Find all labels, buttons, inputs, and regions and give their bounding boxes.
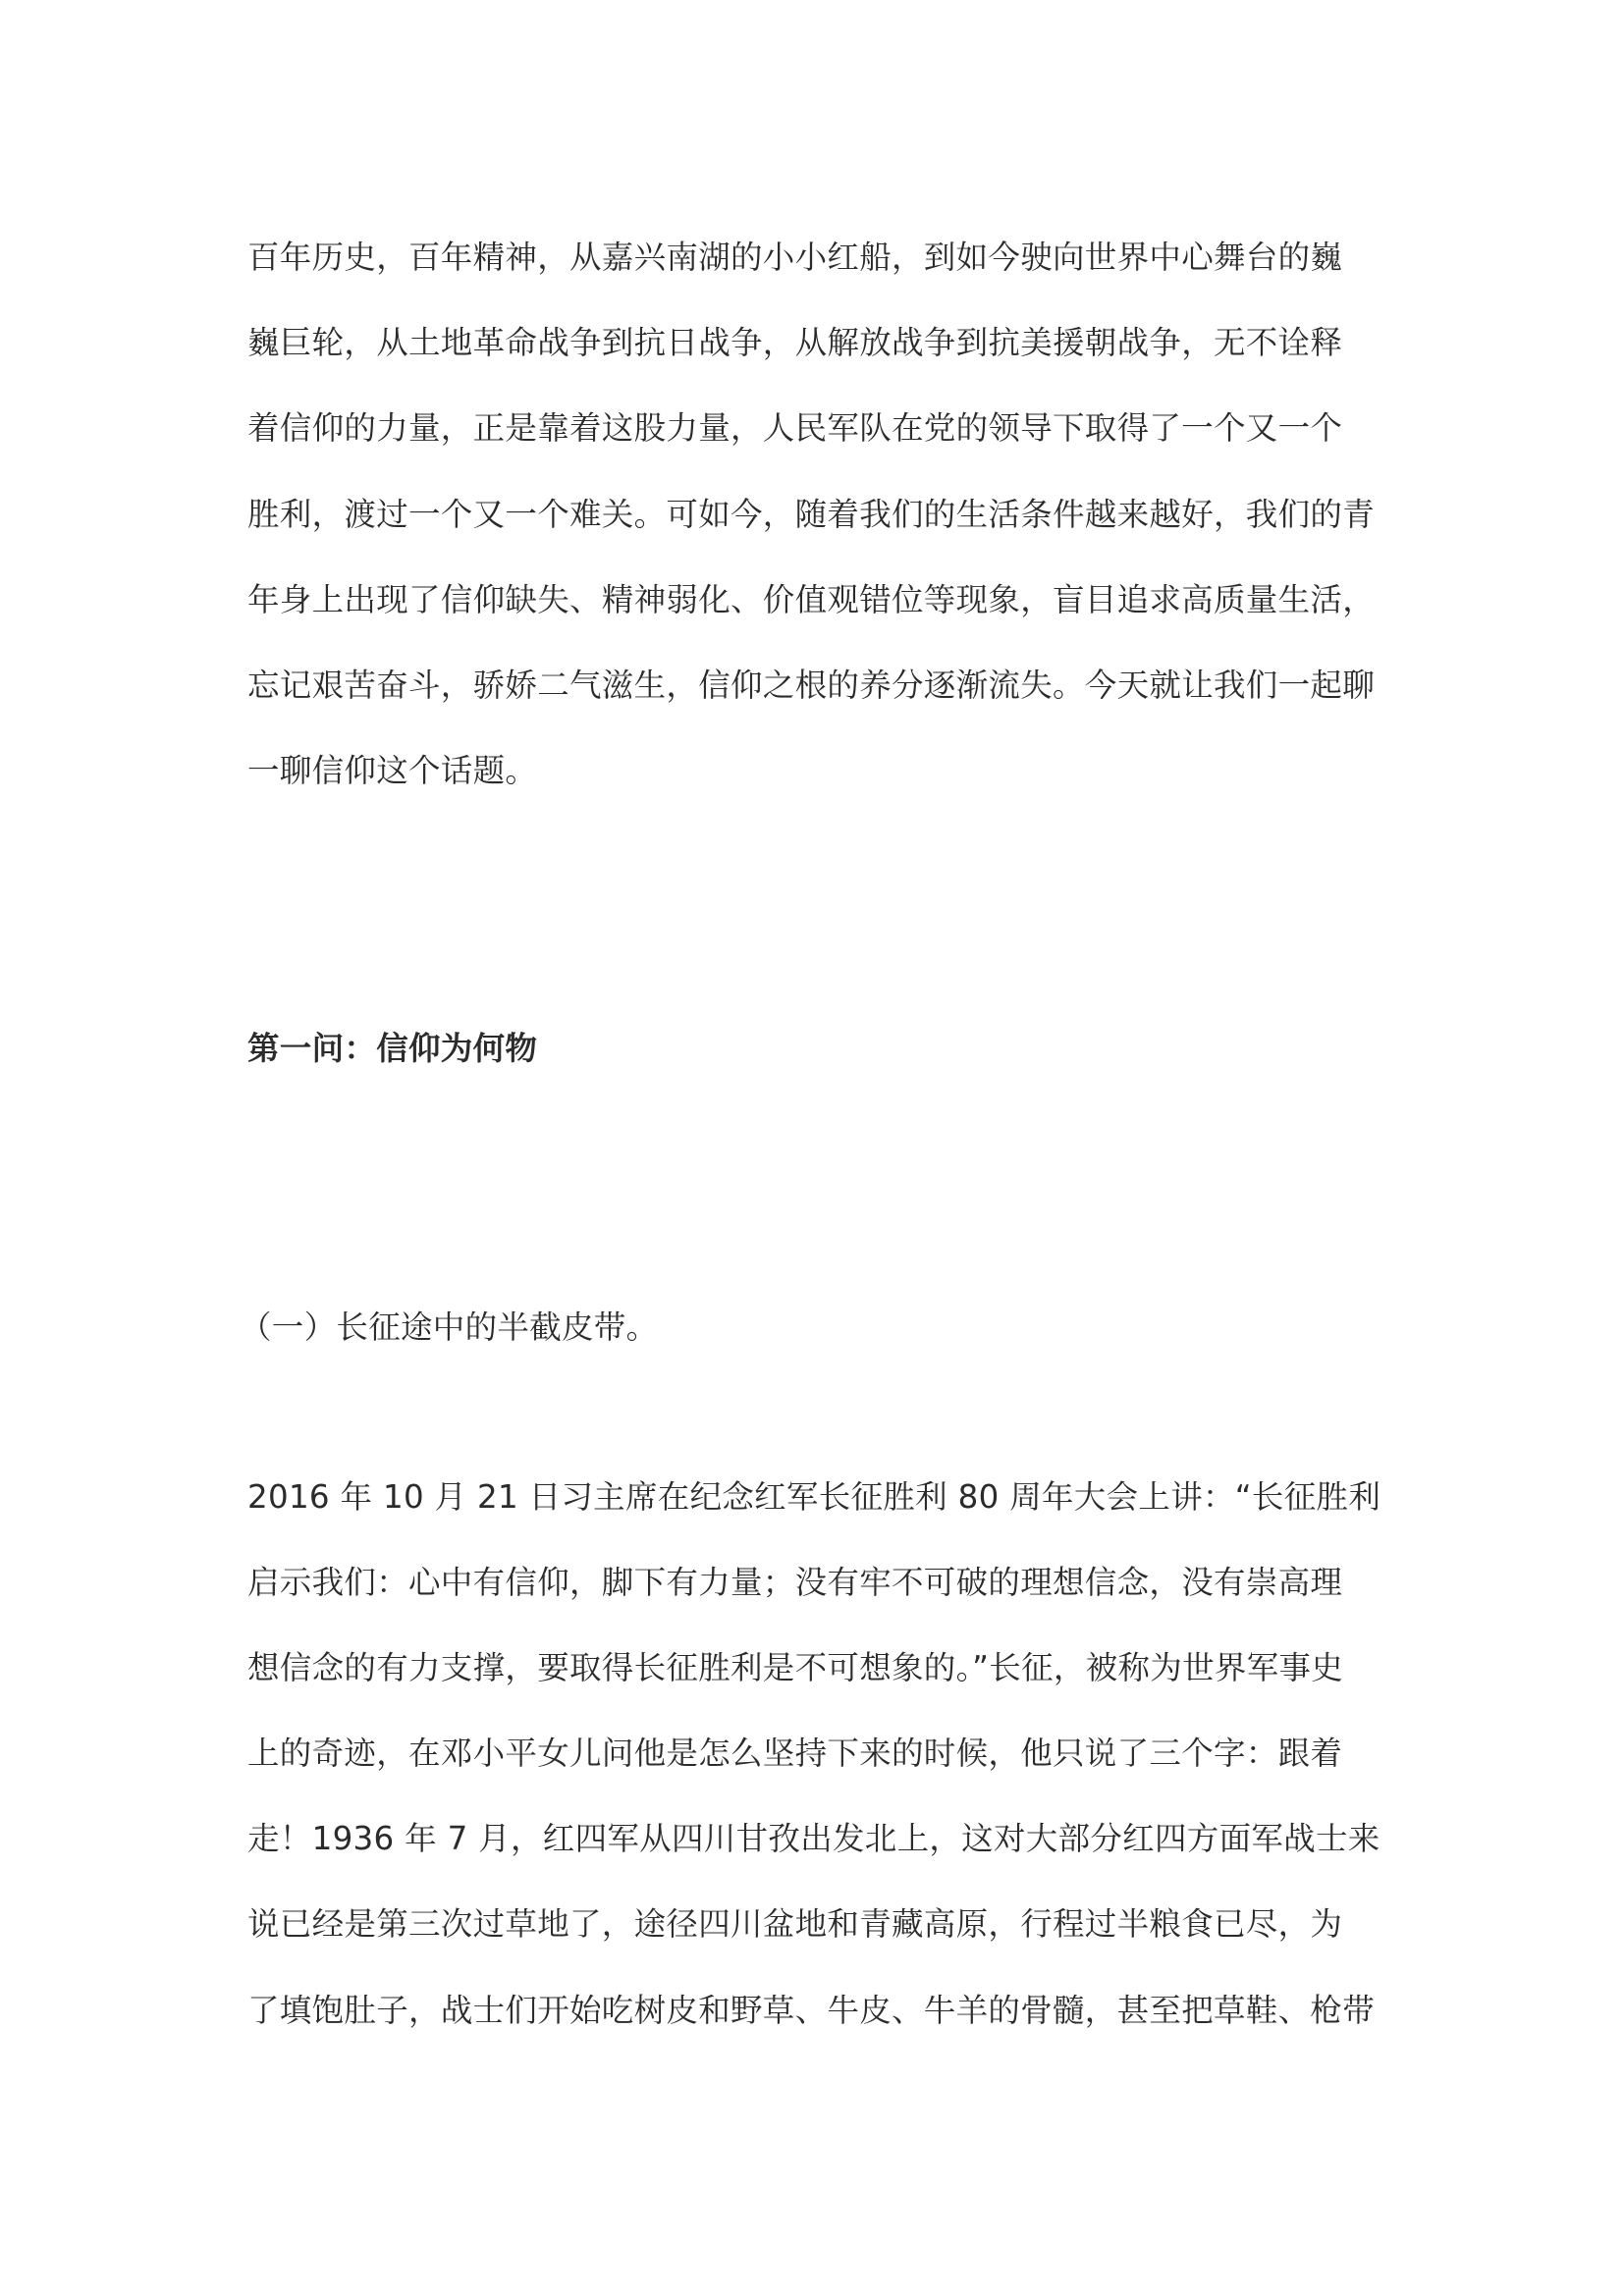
paragraph-line: 启示我们：心中有信仰，脚下有力量；没有牢不可破的理想信念，没有崇高理: [247, 1564, 1343, 1601]
paragraph-line: 说已经是第三次过草地了，途径四川盆地和青藏高原，行程过半粮食已尽，为: [247, 1905, 1343, 1943]
paragraph-line: 百年历史，百年精神，从嘉兴南湖的小小红船，到如今驶向世界中心舞台的巍: [247, 239, 1343, 276]
paragraph-line: 想信念的有力支撑，要取得长征胜利是不可想象的。”长征，被称为世界军事史: [247, 1649, 1344, 1686]
paragraph-line: 胜利，渡过一个又一个难关。可如今，随着我们的生活条件越来越好，我们的青: [247, 496, 1376, 533]
subsection-heading: （一）长征途中的半截皮带。: [240, 1308, 659, 1346]
section-heading: 第一问：信仰为何物: [247, 1030, 538, 1067]
paragraph-line: 着信仰的力量，正是靠着这股力量，人民军队在党的领导下取得了一个又一个: [247, 409, 1343, 447]
paragraph-line: 走！1936 年 7 月，红四军从四川甘孜出发北上，这对大部分红四方面军战士来: [247, 1820, 1380, 1857]
paragraph-line: 巍巨轮，从土地革命战争到抗日战争，从解放战争到抗美援朝战争，无不诠释: [247, 324, 1343, 361]
paragraph-line: 年身上出现了信仰缺失、精神弱化、价值观错位等现象，盲目追求高质量生活，: [247, 581, 1376, 618]
paragraph-line: 忘记艰苦奋斗，骄娇二气滋生，信仰之根的养分逐渐流失。今天就让我们一起聊: [247, 667, 1376, 704]
paragraph-line: 了填饱肚子，战士们开始吃树皮和野草、牛皮、牛羊的骨髓，甚至把草鞋、枪带: [247, 1992, 1376, 2029]
paragraph-line: 2016 年 10 月 21 日习主席在纪念红军长征胜利 80 周年大会上讲：“长征胜利: [247, 1478, 1381, 1516]
paragraph-line: 一聊信仰这个话题。: [247, 752, 538, 789]
paragraph-line: 上的奇迹，在邓小平女儿问他是怎么坚持下来的时候，他只说了三个字：跟着: [247, 1735, 1343, 1772]
